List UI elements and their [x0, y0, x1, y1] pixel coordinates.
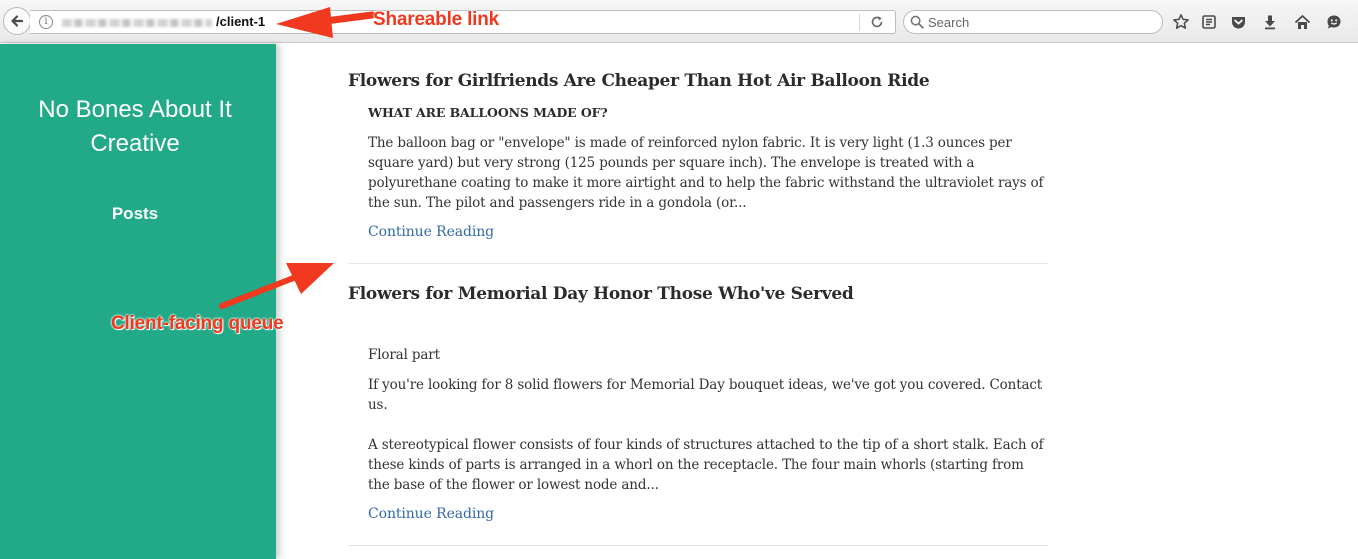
post-excerpt: The balloon bag or "envelope" is made of reinforced nylon fabric. It is very light (1.3 ounces per square yard) but very strong (125 pounds per square inch). The envelope is treated with a polyurethane coating to make it more airtight and to help the fabric withstand the ultraviolet rays of the sun. The pilot and passengers ride in a gondola (or... — [368, 135, 1044, 211]
continue-reading-link[interactable]: Continue Reading — [368, 224, 495, 240]
nav-posts-link[interactable]: Posts — [111, 204, 159, 223]
info-icon[interactable]: i — [39, 15, 53, 29]
post-intro: If you're looking for 8 solid flowers for Memorial Day bouquet ideas, we've got you covered. Contact us. — [368, 377, 1043, 413]
shareable-link-arrow — [276, 7, 372, 38]
post-subheading: WHAT ARE BALLOONS MADE OF? — [368, 105, 608, 120]
client-queue-arrow — [222, 263, 334, 306]
continue-reading-link[interactable]: Continue Reading — [368, 506, 495, 522]
post-title[interactable]: Flowers for Girlfriends Are Cheaper Than Hot Air Balloon Ride — [348, 71, 930, 91]
annotation-client-facing-queue: Client-facing queue — [111, 313, 284, 334]
post-excerpt: A stereotypical flower consists of four kinds of structures attached to the tip of a short stalk. Each of these kinds of parts is arranged in a whorl on the receptacle. The four main whorls (starting from the base of the flower or lowest node and... — [368, 437, 1044, 493]
annotation-shareable-link: Shareable link — [373, 9, 500, 30]
url-text[interactable]: /client-1 — [216, 14, 266, 29]
post-title[interactable]: Flowers for Memorial Day Honor Those Who've Served — [348, 284, 854, 304]
site-title[interactable]: No Bones About It Creative — [38, 96, 232, 157]
post-subheading: Floral part — [368, 347, 440, 363]
